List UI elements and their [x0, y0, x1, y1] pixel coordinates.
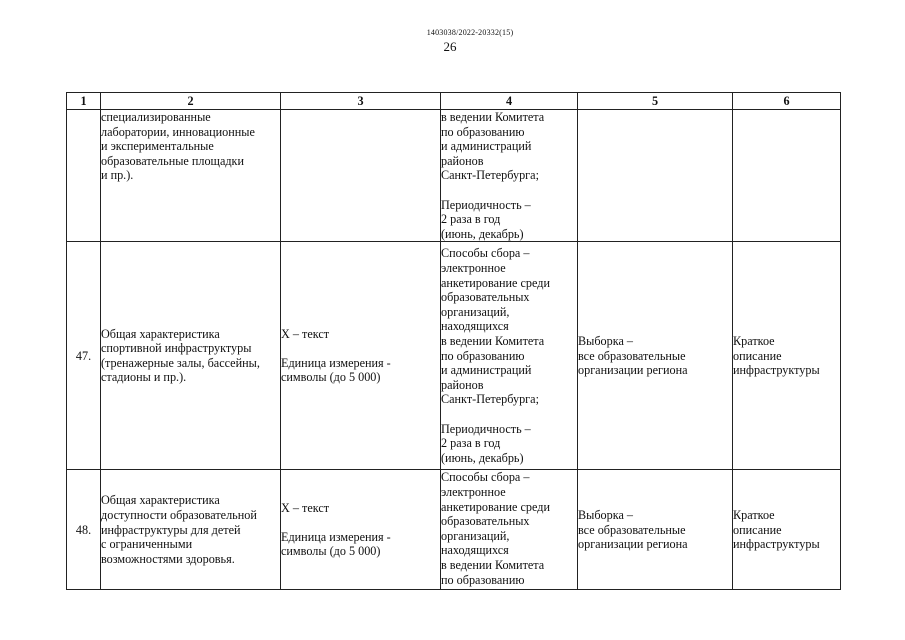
header-row — [67, 93, 841, 110]
indicator-format: Х – текст Единица измерения - символы (до 5 000) — [281, 242, 441, 470]
column-header: 6 — [733, 93, 841, 110]
sample: Выборка – все образовательные организации региона — [578, 242, 733, 470]
collection-method: в ведении Комитета по образованию и администраций районов Санкт-Петербурга; Периодичность – 2 раза в год (июнь, декабрь) — [441, 110, 578, 242]
page-number: 26 — [443, 39, 457, 54]
description — [733, 110, 841, 242]
sample — [578, 110, 733, 242]
indicator-format: Х – текст Единица измерения - символы (до 5 000) — [281, 470, 441, 590]
description: Краткое описание инфраструктуры — [733, 242, 841, 470]
row-number: 48. — [67, 470, 101, 590]
column-header: 3 — [281, 93, 441, 110]
indicator-name: специализированные лаборатории, инновационные и экспериментальные образовательные площадки и пр.). — [101, 110, 281, 242]
document-id: 1403038/2022-20332(15) — [426, 28, 514, 37]
indicator-name: Общая характеристика доступности образовательной инфраструктуры для детей с ограниченными возможностями здоровья. — [101, 470, 281, 590]
collection-method: Способы сбора – электронное анкетирование среди образовательных организаций, находящихся в ведении Комитета по образованию и администраций районов Санкт-Петербурга; Периодичность – 2 раза в год (июнь, декабрь) — [441, 242, 578, 470]
table-row — [67, 470, 841, 590]
table-row — [67, 110, 841, 242]
row-number: 47. — [67, 242, 101, 470]
column-header: 4 — [441, 93, 578, 110]
data-table — [66, 92, 841, 590]
column-header: 2 — [101, 93, 281, 110]
table-row — [67, 242, 841, 470]
indicator-format — [281, 110, 441, 242]
row-number — [67, 110, 101, 242]
description: Краткое описание инфраструктуры — [733, 470, 841, 590]
collection-method: Способы сбора – электронное анкетирование среди образовательных организаций, находящихся в ведении Комитета по образованию — [441, 470, 578, 590]
indicator-name: Общая характеристика спортивной инфраструктуры (тренажерные залы, бассейны, стадионы и пр.). — [101, 242, 281, 470]
column-header: 5 — [578, 93, 733, 110]
sample: Выборка – все образовательные организации региона — [578, 470, 733, 590]
column-header: 1 — [67, 93, 101, 110]
